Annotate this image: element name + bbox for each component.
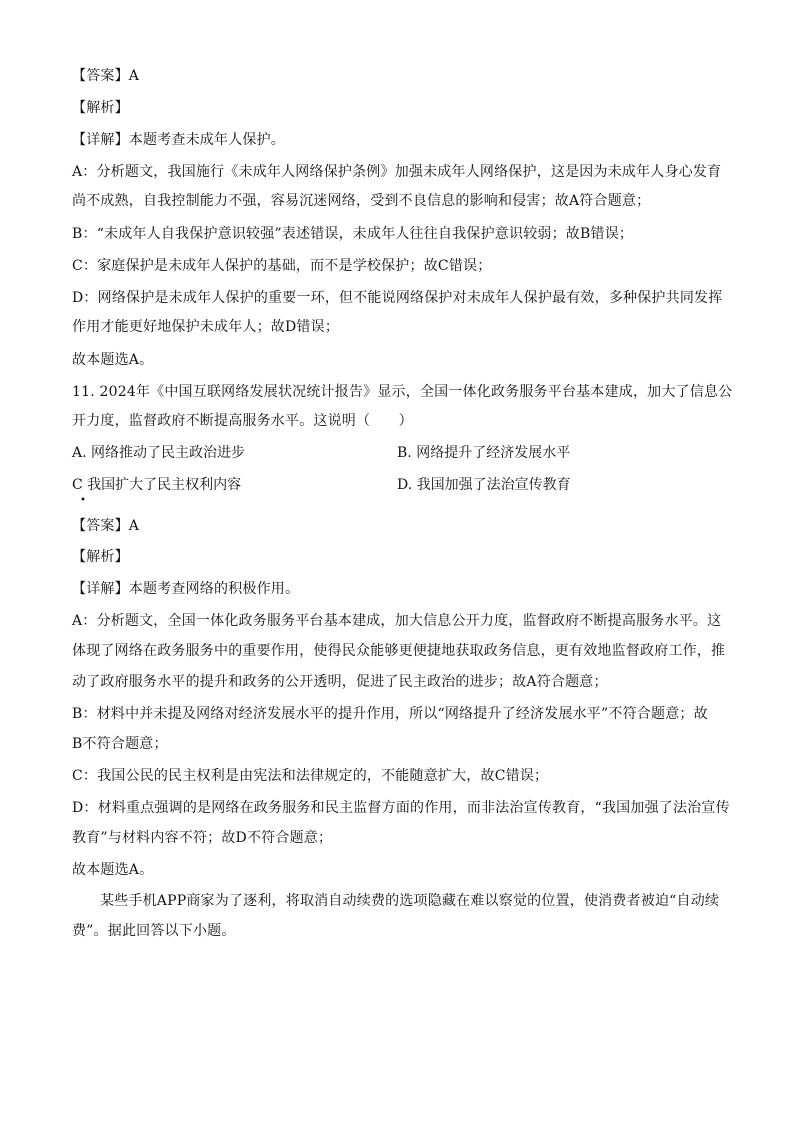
option-b: B. 网络提升了经济发展水平 xyxy=(397,445,571,461)
explanation-c: C：家庭保护是未成年人保护的基础，而不是学校保护；故C错误； xyxy=(72,258,492,274)
option-d: D. 我国加强了法治宣传教育 xyxy=(397,477,571,493)
explanation-a-line2: 体现了网络在政务服务中的重要作用，使得民众能够更便捷地获取政务信息，更有效地监督政府工作，推 xyxy=(72,643,726,659)
option-c: C 我国扩大了民主权利内容 xyxy=(72,477,242,493)
explanation-d-line1: D：网络保护是未成年人保护的重要一环，但不能说网络保护对未成年人保护最有效，多种保护共同发挥 xyxy=(72,290,723,306)
detail-text: 【详解】本题考查网络的积极作用。 xyxy=(72,581,300,597)
explanation-d-line2: 作用才能更好地保护未成年人；故D错误； xyxy=(72,319,340,335)
explanation-a-line1: A：分析题文，全国一体化政务服务平台基本建成，加大信息公开力度，监督政府不断提高服务水平。这 xyxy=(72,613,722,629)
explanation-a-line3: 动了政府服务水平的提升和政务的公开透明，促进了民主政治的进步；故A符合题意； xyxy=(72,674,608,690)
detail-text: 【详解】本题考查未成年人保护。 xyxy=(72,132,285,148)
question-stem-line1: 11. 2024年《中国互联网络发展状况统计报告》显示，全国一体化政务服务平台基本建成，加大了信息公 xyxy=(72,384,733,400)
explanation-b-line1: B：材料中并未提及网络对经济发展水平的提升作用，所以“网络提升了经济发展水平”不符合题意；故 xyxy=(72,706,708,722)
explanation-b-line2: B不符合题意； xyxy=(72,736,168,752)
stray-dot: • xyxy=(80,495,86,506)
analysis-label: 【解析】 xyxy=(72,100,129,116)
explanation-b: B：“未成年人自我保护意识较强”表述错误，未成年人往往自我保护意识较弱；故B错误； xyxy=(72,226,634,242)
conclusion-text: 故本题选A。 xyxy=(72,352,154,368)
material-line2: 费”。据此回答以下小题。 xyxy=(72,923,236,939)
explanation-d-line2: 教育”与材料内容不符；故D不符合题意； xyxy=(72,830,333,846)
material-line1: 某些手机APP商家为了逐利，将取消自动续费的选项隐藏在难以察觉的位置，使消费者被迫“自动续 xyxy=(100,893,720,909)
explanation-c: C：我国公民的民主权利是由宪法和法律规定的，不能随意扩大，故C错误； xyxy=(72,768,549,784)
answer-label: 【答案】A xyxy=(72,518,140,534)
answer-label: 【答案】A xyxy=(72,68,140,84)
question-stem-line2: 开力度，监督政府不断提高服务水平。这说明（ ） xyxy=(72,413,413,429)
conclusion-text: 故本题选A。 xyxy=(72,862,154,878)
option-a: A. 网络推动了民主政治进步 xyxy=(72,445,246,461)
explanation-a-line2: 尚不成熟，自我控制能力不强，容易沉迷网络，受到不良信息的影响和侵害；故A符合题意； xyxy=(72,193,651,209)
explanation-d-line1: D：材料重点强调的是网络在政务服务和民主监督方面的作用，而非法治宣传教育，“我国加强了法治宣传 xyxy=(72,800,730,816)
explanation-a-line1: A：分析题文，我国施行《未成年人网络保护条例》加强未成年人网络保护，这是因为未成年人身心发育 xyxy=(72,164,722,180)
analysis-label: 【解析】 xyxy=(72,549,129,565)
